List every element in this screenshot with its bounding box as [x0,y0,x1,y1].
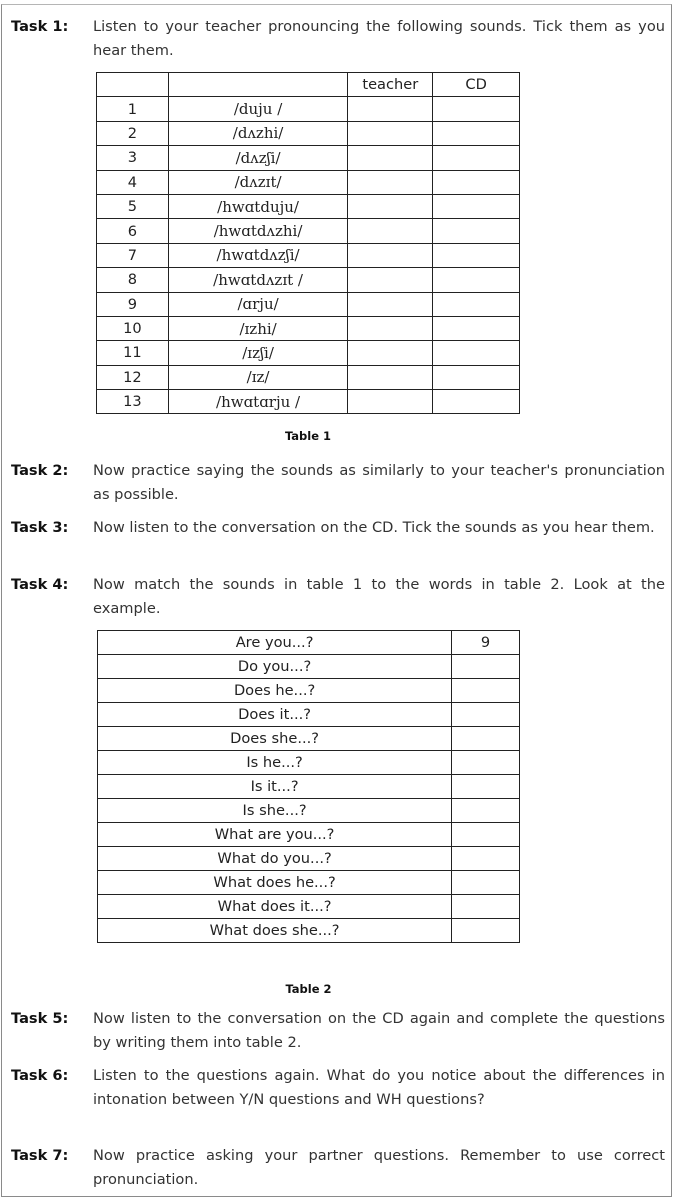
question-cell: Does he...? [98,679,452,703]
task-4 [11,573,665,621]
cd-tick-cell[interactable] [433,390,520,414]
task-7 [11,1144,665,1192]
table-row [98,631,520,655]
task-text: Listen to your teacher pronouncing the following sounds. Tick them as you hear them. [93,18,665,59]
table-row [97,243,520,267]
table-row [98,655,520,679]
row-number: 1 [97,97,169,121]
cd-tick-cell[interactable] [433,243,520,267]
cd-tick-cell[interactable] [433,365,520,389]
cd-tick-cell[interactable] [433,170,520,194]
cd-tick-cell[interactable] [433,146,520,170]
teacher-tick-cell[interactable] [348,146,433,170]
task-3 [11,516,665,540]
task-label: Task 1: [11,18,69,35]
answer-cell[interactable] [452,655,520,679]
table-row [97,146,520,170]
question-cell: Do you...? [98,655,452,679]
sound-cell: /hwɑtɑrju / [168,390,348,414]
table-row [97,97,520,121]
teacher-tick-cell[interactable] [348,390,433,414]
sound-cell: /dʌzhi/ [168,121,348,145]
table-row [97,170,520,194]
task-5 [11,1007,665,1055]
sound-cell: /hwɑtdʌzʃi/ [168,243,348,267]
table-row [98,847,520,871]
teacher-tick-cell[interactable] [348,268,433,292]
teacher-tick-cell[interactable] [348,170,433,194]
sound-cell: /dʌzʃi/ [168,146,348,170]
teacher-tick-cell[interactable] [348,316,433,340]
task-text: Now practice asking your partner questions. Remember to use correct pronunciation. [93,1147,665,1188]
answer-cell[interactable] [452,775,520,799]
table-row [98,751,520,775]
teacher-tick-cell[interactable] [348,243,433,267]
table-row [97,341,520,365]
row-number: 6 [97,219,169,243]
row-number: 11 [97,341,169,365]
teacher-tick-cell[interactable] [348,219,433,243]
question-cell: Are you...? [98,631,452,655]
header-cell [168,73,348,97]
question-cell: What does he...? [98,871,452,895]
table-row [97,268,520,292]
task-label: Task 7: [11,1147,69,1164]
answer-cell[interactable] [452,799,520,823]
table-header-row [97,73,520,97]
sound-cell: /hwɑtdʌzɪt / [168,268,348,292]
teacher-tick-cell[interactable] [348,341,433,365]
sound-cell: /ɪzhi/ [168,316,348,340]
table-row [98,703,520,727]
answer-cell[interactable] [452,871,520,895]
table-row [98,823,520,847]
row-number: 10 [97,316,169,340]
task-label: Task 3: [11,519,69,536]
cd-tick-cell[interactable] [433,268,520,292]
cd-tick-cell[interactable] [433,121,520,145]
answer-cell[interactable] [452,679,520,703]
header-cd: CD [433,73,520,97]
answer-cell[interactable]: 9 [452,631,520,655]
answer-cell[interactable] [452,847,520,871]
table-row [98,799,520,823]
task-text: Now listen to the conversation on the CD again and complete the questions by writing them into table 2. [93,1010,665,1051]
table-row [97,316,520,340]
row-number: 8 [97,268,169,292]
table-row [98,775,520,799]
teacher-tick-cell[interactable] [348,365,433,389]
table-row [97,365,520,389]
row-number: 4 [97,170,169,194]
task-text: Now practice saying the sounds as similarly to your teacher's pronunciation as possible. [93,462,665,503]
header-teacher: teacher [348,73,433,97]
task-2 [11,459,665,507]
question-cell: What does she...? [98,919,452,943]
sound-cell: /ɪz/ [168,365,348,389]
answer-cell[interactable] [452,727,520,751]
table-row [97,390,520,414]
table-row [98,895,520,919]
question-cell: Does it...? [98,703,452,727]
question-cell: What do you...? [98,847,452,871]
cd-tick-cell[interactable] [433,219,520,243]
task-6 [11,1064,665,1112]
questions-table [97,630,520,943]
table-row [97,292,520,316]
table-row [97,121,520,145]
header-cell [97,73,169,97]
question-cell: What are you...? [98,823,452,847]
sound-cell: /ɪzʃi/ [168,341,348,365]
task-text: Listen to the questions again. What do you notice about the differences in intonation between Y/N questions and WH questions? [93,1067,665,1108]
table-row [97,194,520,218]
task-label: Task 2: [11,462,69,479]
cd-tick-cell[interactable] [433,97,520,121]
worksheet-page [1,4,672,1197]
cd-tick-cell[interactable] [433,341,520,365]
sound-cell: /dʌzɪt/ [168,170,348,194]
teacher-tick-cell[interactable] [348,194,433,218]
task-text: Now listen to the conversation on the CD. Tick the sounds as you hear them. [93,519,655,536]
answer-cell[interactable] [452,703,520,727]
row-number: 2 [97,121,169,145]
sound-cell: /duju / [168,97,348,121]
question-cell: Is he...? [98,751,452,775]
row-number: 13 [97,390,169,414]
sounds-table [96,72,520,414]
row-number: 7 [97,243,169,267]
answer-cell[interactable] [452,823,520,847]
sound-cell: /ɑrju/ [168,292,348,316]
answer-cell[interactable] [452,919,520,943]
task-label: Task 5: [11,1010,69,1027]
task-1 [11,15,665,63]
sound-cell: /hwɑtduju/ [168,194,348,218]
question-cell: Is she...? [98,799,452,823]
question-cell: Does she...? [98,727,452,751]
answer-cell[interactable] [452,895,520,919]
cd-tick-cell[interactable] [433,194,520,218]
table-1-caption: Table 1 [284,429,332,443]
row-number: 3 [97,146,169,170]
row-number: 9 [97,292,169,316]
task-label: Task 6: [11,1067,69,1084]
table-row [98,919,520,943]
teacher-tick-cell[interactable] [348,292,433,316]
teacher-tick-cell[interactable] [348,121,433,145]
table-row [98,727,520,751]
sound-cell: /hwɑtdʌzhi/ [168,219,348,243]
question-cell: Is it...? [98,775,452,799]
table-row [98,871,520,895]
table-row [97,219,520,243]
task-text: Now match the sounds in table 1 to the words in table 2. Look at the example. [93,576,665,617]
cd-tick-cell[interactable] [433,316,520,340]
row-number: 12 [97,365,169,389]
table-row [98,679,520,703]
question-cell: What does it...? [98,895,452,919]
task-label: Task 4: [11,576,69,593]
row-number: 5 [97,194,169,218]
table-2-caption: Table 2 [285,982,332,996]
teacher-tick-cell[interactable] [348,97,433,121]
answer-cell[interactable] [452,751,520,775]
cd-tick-cell[interactable] [433,292,520,316]
